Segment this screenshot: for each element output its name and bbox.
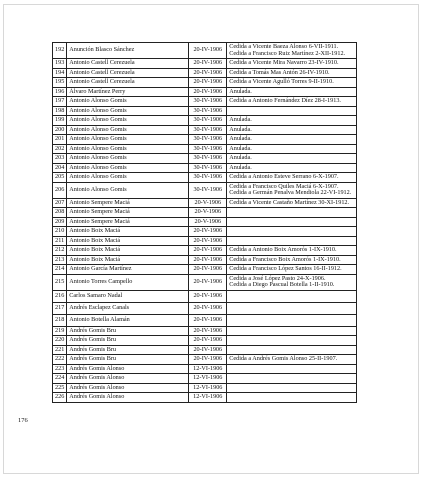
transfer-note: Cedida a Antonio Esteve Serrano 6-X-1907. [229,173,339,180]
transfer-note: Cedida a Antonio Fernández Díez 28-I-1913. [229,97,341,104]
table-row [53,383,357,393]
grant-date: 20-V-1906 [189,208,227,218]
table-row [53,355,357,365]
grant-date: 30-IV-1906 [189,154,227,164]
transfer-notes [227,59,357,69]
holder-name: Andrés Gomis Bru [67,355,189,365]
entry-number: 210 [53,227,67,237]
transfer-notes [227,68,357,78]
transfer-notes [227,106,357,116]
entry-number: 214 [53,265,67,275]
transfer-note: Cedida a Germán Penalva Mendiola 22-VI-1912. [229,189,352,196]
table-row [53,255,357,265]
entry-number: 196 [53,87,67,97]
entry-number: 208 [53,208,67,218]
holder-name: Antonio Sempere Maciá [67,217,189,227]
table-row [53,125,357,135]
entry-number: 206 [53,182,67,198]
entry-number: 212 [53,246,67,256]
transfer-notes [227,154,357,164]
holder-name: Antonio Castell Cerezuela [67,78,189,88]
transfer-note: Cedida a Vicente Castaño Martínez 30-XI-1912. [229,198,350,206]
grant-date: 12-VI-1906 [189,364,227,374]
transfer-notes [227,87,357,97]
table-row [53,393,357,403]
transfer-notes [227,265,357,275]
transfer-notes [227,97,357,107]
transfer-notes [227,116,357,126]
table-row [53,173,357,183]
holder-name: Antonio Alonso Gomis [67,97,189,107]
transfer-notes [227,125,357,135]
holder-name: Antonio Alonso Gomis [67,182,189,198]
transfer-note: Anulada. [229,154,252,161]
grant-date: 20-IV-1906 [189,326,227,336]
entry-number: 197 [53,97,67,107]
table-row [53,116,357,126]
transfer-note: Anulada. [229,87,252,95]
transfer-notes [227,290,357,302]
holder-name: Antonio Alonso Gomis [67,173,189,183]
register-table [52,42,357,403]
register-table-body [53,43,357,403]
transfer-notes [227,393,357,403]
transfer-notes [227,255,357,265]
entry-number: 223 [53,364,67,374]
transfer-notes [227,144,357,154]
transfer-note: Anulada. [229,116,252,123]
holder-name: Carlos Samaro Nadal [67,290,189,302]
table-row [53,154,357,164]
holder-name: Andrés Gomis Alonso [67,364,189,374]
entry-number: 204 [53,163,67,173]
transfer-notes [227,374,357,384]
entry-number: 220 [53,336,67,346]
transfer-note: Anulada. [229,144,252,152]
entry-number: 217 [53,302,67,314]
table-row [53,144,357,154]
holder-name: Antonio Alonso Gomis [67,135,189,145]
holder-name: Antonio Boix Maciá [67,246,189,256]
holder-name: Antonio Boix Maciá [67,255,189,265]
table-row [53,43,357,59]
transfer-notes [227,43,357,59]
table-row [53,274,357,290]
transfer-notes [227,364,357,374]
transfer-notes [227,314,357,326]
grant-date: 20-IV-1906 [189,59,227,69]
grant-date: 12-VI-1906 [189,383,227,393]
table-row [53,345,357,355]
transfer-note: Cedida a José López Pasto 24-X-1906. [229,274,326,282]
transfer-notes [227,355,357,365]
table-row [53,87,357,97]
transfer-notes [227,246,357,256]
table-row [53,265,357,275]
grant-date: 20-IV-1906 [189,314,227,326]
grant-date: 30-IV-1906 [189,163,227,173]
holder-name: Antonio Boix Maciá [67,236,189,246]
holder-name: Anunción Blasco Sánchez [67,43,189,59]
transfer-notes [227,217,357,227]
entry-number: 209 [53,217,67,227]
transfer-note: Cedida a Antonio Boix Amorós 1-IX-1910. [229,246,337,253]
grant-date: 12-VI-1906 [189,393,227,403]
holder-name: Antonio Alonso Gomis [67,116,189,126]
transfer-note: Cedida a Vicente Baeza Alonso 6-VII-1911. [229,43,339,50]
holder-name: Antonio Botella Alamán [67,314,189,326]
grant-date: 20-IV-1906 [189,68,227,78]
entry-number: 215 [53,274,67,290]
entry-number: 218 [53,314,67,326]
grant-date: 20-IV-1906 [189,290,227,302]
table-row [53,68,357,78]
entry-number: 211 [53,236,67,246]
table-row [53,364,357,374]
grant-date: 30-IV-1906 [189,125,227,135]
entry-number: 224 [53,374,67,384]
table-row [53,302,357,314]
table-row [53,217,357,227]
holder-name: Andrés Gomis Alonso [67,383,189,393]
holder-name: Antonio Sempere Maciá [67,198,189,208]
holder-name: Antonio Castell Cerezuela [67,59,189,69]
grant-date: 20-IV-1906 [189,302,227,314]
grant-date: 30-IV-1906 [189,182,227,198]
table-row [53,326,357,336]
grant-date: 20-IV-1906 [189,43,227,59]
transfer-notes [227,208,357,218]
holder-name: Antonio Torres Campello [67,274,189,290]
grant-date: 20-IV-1906 [189,345,227,355]
grant-date: 20-V-1906 [189,198,227,208]
holder-name: Andrés Gomis Bru [67,345,189,355]
table-row [53,246,357,256]
table-row [53,198,357,208]
grant-date: 20-IV-1906 [189,274,227,290]
transfer-notes [227,236,357,246]
grant-date: 20-IV-1906 [189,246,227,256]
holder-name: Andrés Gomis Alonso [67,374,189,384]
holder-name: Andrés Gomis Alonso [67,393,189,403]
entry-number: 203 [53,154,67,164]
transfer-notes [227,78,357,88]
holder-name: Antonio García Martínez [67,265,189,275]
table-row [53,336,357,346]
transfer-notes [227,326,357,336]
table-row [53,208,357,218]
grant-date: 30-IV-1906 [189,116,227,126]
entry-number: 226 [53,393,67,403]
transfer-note: Cedida a Vicente Mira Navarro 23-IV-1910. [229,59,339,66]
transfer-notes [227,227,357,237]
holder-name: Antonio Castell Cerezuela [67,68,189,78]
entry-number: 198 [53,106,67,116]
holder-name: Andrés Gomis Bru [67,336,189,346]
page-number: 176 [18,417,28,424]
entry-number: 202 [53,144,67,154]
transfer-notes [227,163,357,173]
grant-date: 12-VI-1906 [189,374,227,384]
grant-date: 30-IV-1906 [189,106,227,116]
entry-number: 205 [53,173,67,183]
grant-date: 20-V-1906 [189,217,227,227]
grant-date: 20-IV-1906 [189,236,227,246]
entry-number: 225 [53,383,67,393]
table-row [53,182,357,198]
table-row [53,374,357,384]
entry-number: 200 [53,125,67,135]
grant-date: 20-IV-1906 [189,336,227,346]
entry-number: 201 [53,135,67,145]
transfer-note: Cedida a Francisco Quiles Maciá 6-X-1907. [229,182,339,190]
table-row [53,236,357,246]
transfer-notes [227,336,357,346]
entry-number: 194 [53,68,67,78]
holder-name: Antonio Sempere Maciá [67,208,189,218]
transfer-notes [227,173,357,183]
transfer-note: Cedida a Andrés Gomis Alonso 25-II-1907. [229,355,338,362]
transfer-note: Cedida a Francisco López Santos 16-II-1912. [229,265,342,272]
holder-name: Antonio Alonso Gomis [67,144,189,154]
table-row [53,163,357,173]
grant-date: 20-IV-1906 [189,78,227,88]
holder-name: Antonio Boix Maciá [67,227,189,237]
entry-number: 192 [53,43,67,59]
holder-name: Antonio Alonso Gomis [67,125,189,135]
transfer-notes [227,135,357,145]
grant-date: 30-IV-1906 [189,97,227,107]
entry-number: 219 [53,326,67,336]
table-row [53,78,357,88]
transfer-note: Cedida a Francisco Ruiz Martínez 2-XII-1912. [229,49,346,57]
table-row [53,106,357,116]
holder-name: Antonio Alonso Gomis [67,163,189,173]
holder-name: Andrés Gomis Bru [67,326,189,336]
transfer-notes [227,345,357,355]
transfer-note: Cedida a Tomás Mas Antón 26-IV-1910. [229,68,330,76]
entry-number: 199 [53,116,67,126]
transfer-note: Anulada. [229,163,252,171]
holder-name: Antonio Alonso Gomis [67,106,189,116]
grant-date: 30-IV-1906 [189,173,227,183]
transfer-note: Cedida a Diego Pascual Botella 1-II-1910. [229,281,335,288]
grant-date: 20-IV-1906 [189,255,227,265]
transfer-note: Anulada. [229,125,252,133]
grant-date: 20-IV-1906 [189,87,227,97]
grant-date: 20-IV-1906 [189,227,227,237]
table-row [53,97,357,107]
transfer-notes [227,274,357,290]
grant-date: 20-IV-1906 [189,355,227,365]
entry-number: 222 [53,355,67,365]
entry-number: 213 [53,255,67,265]
grant-date: 30-IV-1906 [189,135,227,145]
table-row [53,290,357,302]
holder-name: Antonio Alonso Gomis [67,154,189,164]
entry-number: 207 [53,198,67,208]
grant-date: 30-IV-1906 [189,144,227,154]
transfer-notes [227,198,357,208]
grant-date: 20-IV-1906 [189,265,227,275]
holder-name: Andrés Esclapez Canals [67,302,189,314]
transfer-notes [227,383,357,393]
transfer-notes [227,182,357,198]
transfer-notes [227,302,357,314]
table-row [53,227,357,237]
transfer-note: Anulada. [229,135,252,142]
transfer-note: Cedida a Vicente Agulló Torres 9-II-1910. [229,78,334,85]
entry-number: 221 [53,345,67,355]
holder-name: Álvaro Martínez Perry [67,87,189,97]
entry-number: 195 [53,78,67,88]
transfer-note: Cedida a Francisco Boix Amorós 1-IX-1910. [229,255,341,263]
entry-number: 193 [53,59,67,69]
table-row [53,59,357,69]
entry-number: 216 [53,290,67,302]
table-row [53,314,357,326]
table-row [53,135,357,145]
